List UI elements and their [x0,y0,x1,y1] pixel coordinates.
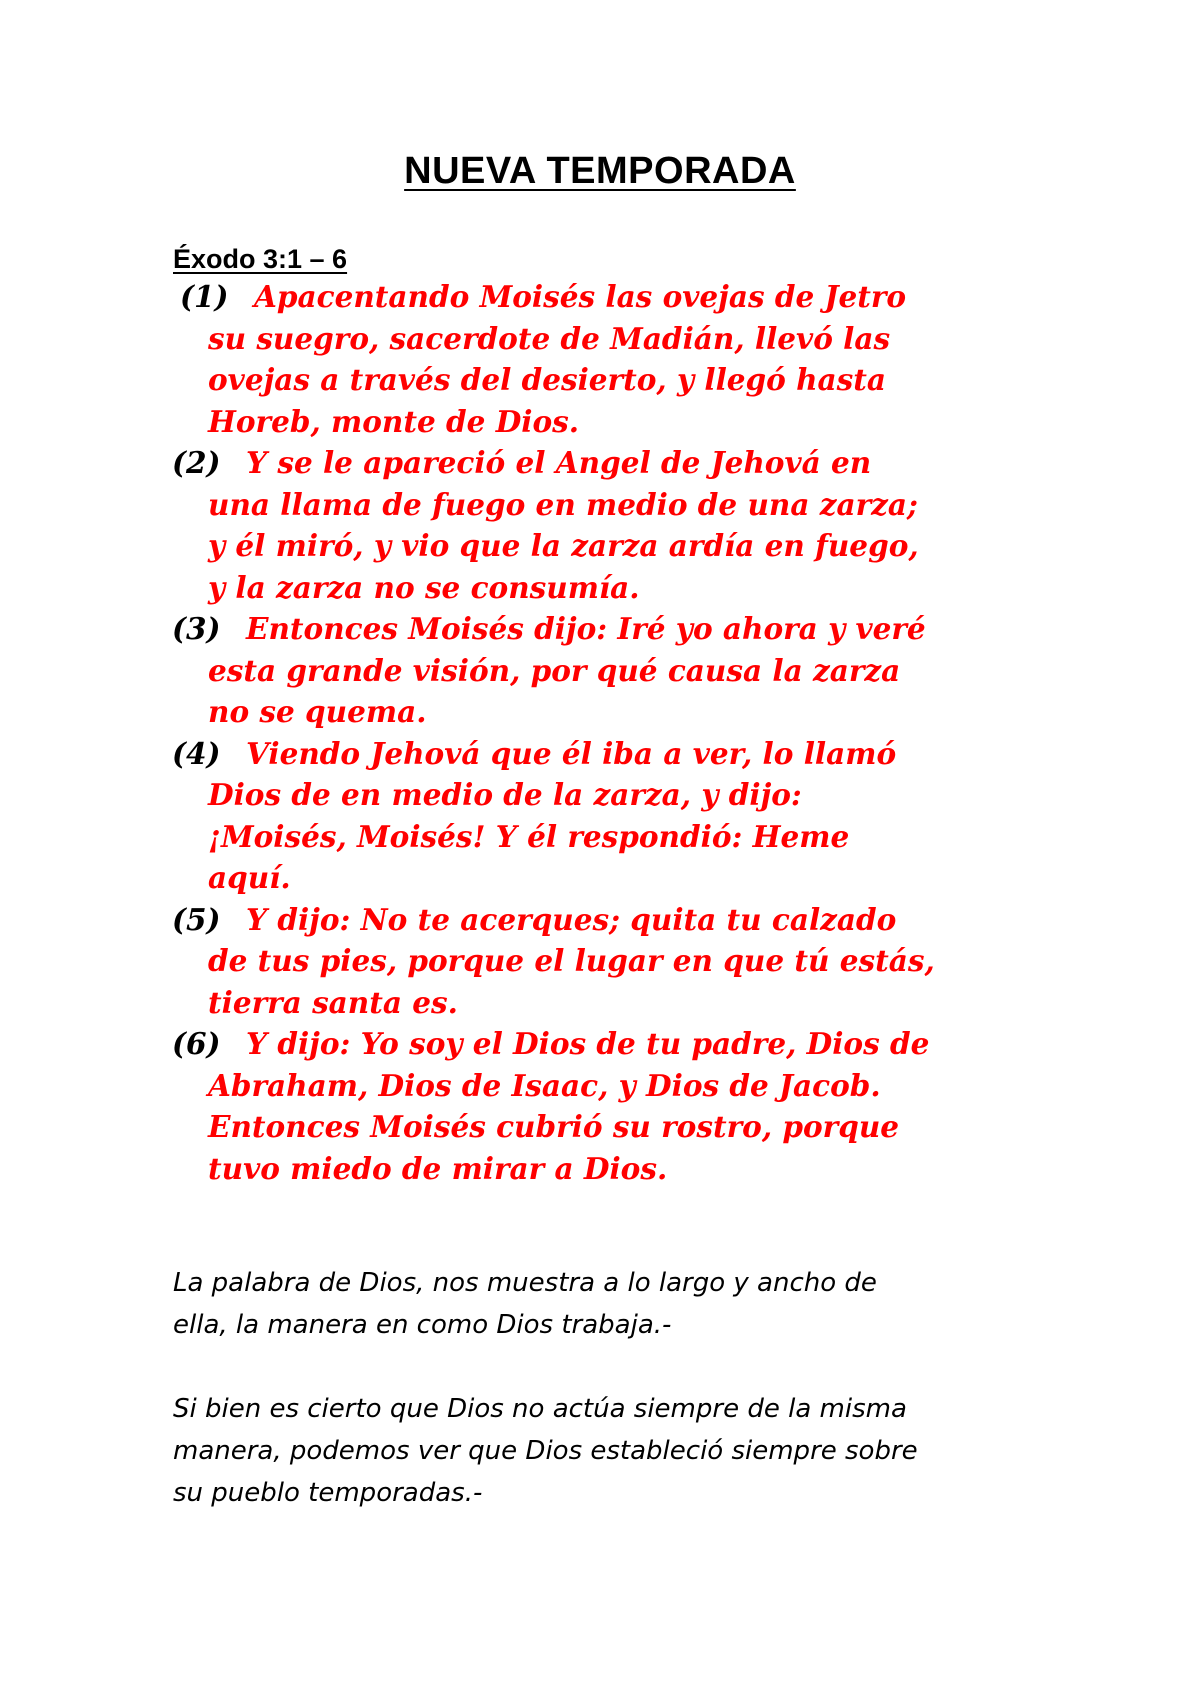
verse-line: Horeb, monte de Dios. [208,403,580,439]
verse-line: Abraham, Dios de Isaac, y Dios de Jacob. [208,1067,881,1103]
verse-number: (3) [172,611,221,646]
verse-number: (6) [172,1026,221,1061]
paragraph-line: su pueblo temporadas.- [173,1478,483,1508]
verse-line: Y dijo: Yo soy el Dios de tu padre, Dios de [246,1026,930,1061]
verse-line: Y se le apareció el Angel de Jehová en [246,445,872,480]
paragraph-line: ella, la manera en como Dios trabaja.- [173,1310,672,1340]
verse-number: (4) [172,735,221,771]
verse-line: y la zarza no se consumía. [208,569,640,605]
paragraph-line: Si bien es cierto que Dios no actúa siempre de la misma [173,1394,907,1424]
verse-line: de tus pies, porque el lugar en que tú estás, [208,943,935,978]
verse-line: una llama de fuego en medio de una zarza; [208,486,918,522]
paragraph-2 [173,1388,1053,1514]
verse-5 [172,899,1052,1024]
verse-line: Entonces Moisés dijo: Iré yo ahora y veré [246,611,926,646]
verse-number: (5) [172,901,221,937]
verse-line: su suegro, sacerdote de Madián, llevó las [208,320,891,356]
verse-line: Dios de en medio de la zarza, y dijo: [208,777,802,812]
verse-line: y él miró, y vio que la zarza ardía en fuego, [208,528,919,563]
verse-line: ovejas a través del desierto, y llegó hasta [208,362,887,397]
verse-number: (2) [172,445,221,480]
verse-line: Apacentando Moisés las ovejas de Jetro [254,279,907,314]
paragraph-1 [173,1262,1053,1346]
verse-line: tuvo miedo de mirar a Dios. [208,1150,668,1186]
verse-6 [172,1023,1052,1189]
paragraph-line: manera, podemos ver que Dios estableció siempre sobre [173,1436,918,1466]
paragraph-line: La palabra de Dios, nos muestra a lo largo y ancho de [173,1268,877,1298]
verse-line: ¡Moisés, Moisés! Y él respondió: Heme [208,818,850,854]
verse-line: aquí. [208,860,291,895]
verse-1 [172,276,1052,442]
verse-line: esta grande visión, por qué causa la zarza [208,652,901,688]
verse-line: tierra santa es. [208,984,458,1020]
verse-4 [172,733,1052,899]
verse-2 [172,442,1052,608]
verse-line: Entonces Moisés cubrió su rostro, porque [208,1109,900,1144]
verse-number: (1) [180,279,229,314]
scripture-reference: Éxodo 3:1 – 6 [173,244,348,274]
verse-line: Viendo Jehová que él iba a ver, lo llamó [246,735,897,771]
verse-line: Y dijo: No te acerques; quita tu calzado [246,901,897,937]
verse-3 [172,608,1052,733]
page-title: NUEVA TEMPORADA [404,150,796,192]
verse-line: no se quema. [208,694,427,729]
verse-list [172,276,1052,1189]
